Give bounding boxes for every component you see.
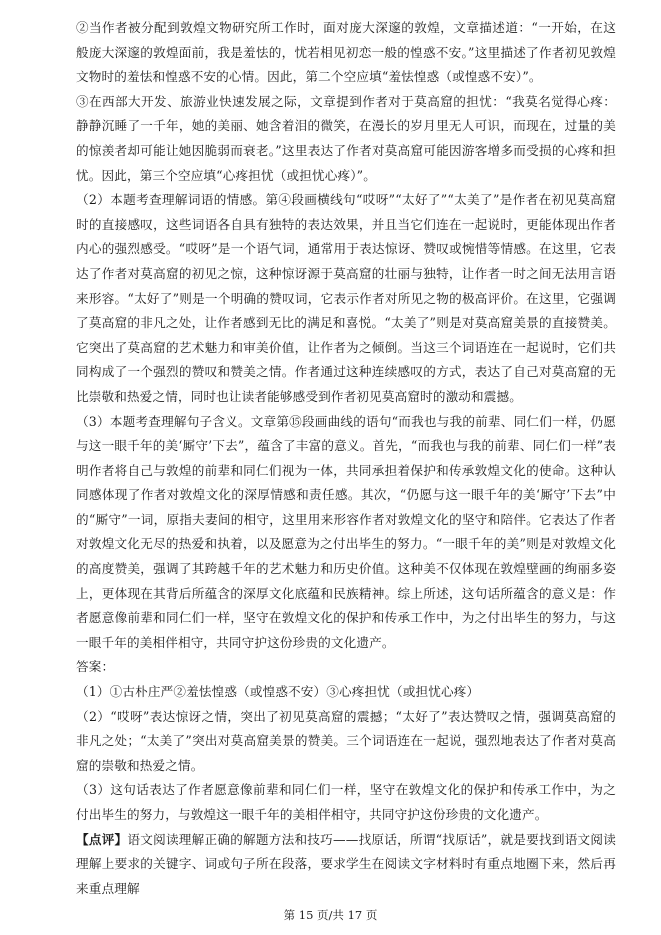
paragraph-question-3-analysis: （3）本题考查理解句子含义。文章第⑮段画曲线的语句“而我也与我的前辈、同仁们一样，仍愿与这一眼千年的美‘厮守’下去”，蕴含了丰富的意义。首先，“而我也与我的前辈、同仁们一样”表明作者将自己与敦煌的前辈和同仁们视为一体，共同承担着保护和传承敦煌文化的使命。这种认同感体现了作者对敦煌文化的深厚情感和责任感。其次，“仍愿与这一眼千年的美‘厮守’下去”中的“厮守”一词，原指夫妻间的相守，这里用来形容作者对敦煌文化的坚守和陪伴。它表达了作者对敦煌文化无尽的热爱和执着，以及愿意为之付出毕生的努力。“一眼千年的美”则是对敦煌文化的高度赞美，强调了其跨越千年的艺术魅力和历史价值。这种美不仅体现在敦煌壁画的绚丽多姿上，更体现在其背后所蕴含的深厚文化底蕴和民族精神。综上所述，这句话所蕴含的意义是：作者愿意像前辈和同仁们一样，坚守在敦煌文化的保护和传承工作中，为之付出毕生的努力，与这一眼千年的美相伴相守，共同守护这份珍贵的文化遗产。: [76, 413, 616, 650]
answer-1: （1）①古朴庄严②羞怯惶惑（或惶惑不安）③心疼担忧（或担忧心疼）: [76, 684, 480, 700]
comment-paragraph: [76, 828, 616, 902]
answer-2: （2）“哎呀”表达惊讶之情，突出了初见莫高窟的震撼；“太好了”表达赞叹之情，强调莫高窟的非凡之处；“太美了”突出对莫高窟美景的赞美。三个词语连在一起说，强烈地表达了作者对莫高窟的崇敬和热爱之情。: [76, 708, 616, 773]
document-body: [76, 16, 616, 901]
comment-tag: 【点评】: [76, 831, 128, 847]
answer-heading: 答案：: [76, 659, 115, 675]
paragraph-answer-2-explanation: ②当作者被分配到敦煌文物研究所工作时，面对庞大深邃的敦煌，文章描述道：“一开始，在这般庞大深邃的敦煌面前，我是羞怯的，忧若相见初恋一般的惶惑不安。”这里描述了作者初见敦煌文物时的羞怯和惶惑不安的心情。因此，第二个空应填“羞怯惶惑（或惶惑不安）”。: [76, 20, 616, 85]
comment-text: 语文阅读理解正确的解题方法和技巧——找原话，所谓“找原话”，就是要找到语文阅读理解上要求的关键字、词或句子所在段落，要求学生在阅读文字材料时有重点地圈下来，然后再来重点理解: [76, 831, 616, 896]
page-number: 第 15 页/共 17 页: [283, 908, 378, 922]
paragraph-answer-3-explanation: ③在西部大开发、旅游业快速发展之际，文章提到作者对于莫高窟的担忧：“我莫名觉得心疼：静静沉睡了一千年，她的美丽、她含着泪的微笑，在漫长的岁月里无人可识，而现在，过量的美的惊羡者却可能让她因脆弱而衰老。”这里表达了作者对莫高窟可能因游客增多而受损的心疼和担忧。因此，第三个空应填“心疼担忧（或担忧心疼）”。: [76, 93, 616, 183]
answer-3: （3）这句话表达了作者愿意像前辈和同仁们一样，坚守在敦煌文化的保护和传承工作中，为之付出毕生的努力，与敦煌这一眼千年的美相伴相守，共同守护这份珍贵的文化遗产。: [76, 782, 616, 822]
paragraph-question-2-analysis: （2）本题考查理解词语的情感。第④段画横线句“哎呀”“太好了”“太美了”是作者在初见莫高窟时的直接感叹，这些词语各自具有独特的表达效果，并且当它们连在一起说时，更能体现出作者内心的强烈感受。“哎呀”是一个语气词，通常用于表达惊讶、赞叹或惋惜等情感。在这里，它表达了作者对莫高窟的初见之惊，这种惊讶源于莫高窟的壮丽与独特，让作者一时之间无法用言语来形容。“太好了”则是一个明确的赞叹词，它表示作者对所见之物的极高评价。在这里，它强调了莫高窟的非凡之处，让作者感到无比的满足和喜悦。“太美了”则是对莫高窟美景的直接赞美。它突出了莫高窟的艺术魅力和审美价值，让作者为之倾倒。当这三个词语连在一起说时，它们共同构成了一个强烈的赞叹和赞美之情。作者通过这种连续感叹的方式，表达了自己对莫高窟的无比崇敬和热爱之情，同时也让读者能够感受到作者初见莫高窟时的激动和震撼。: [76, 192, 616, 404]
